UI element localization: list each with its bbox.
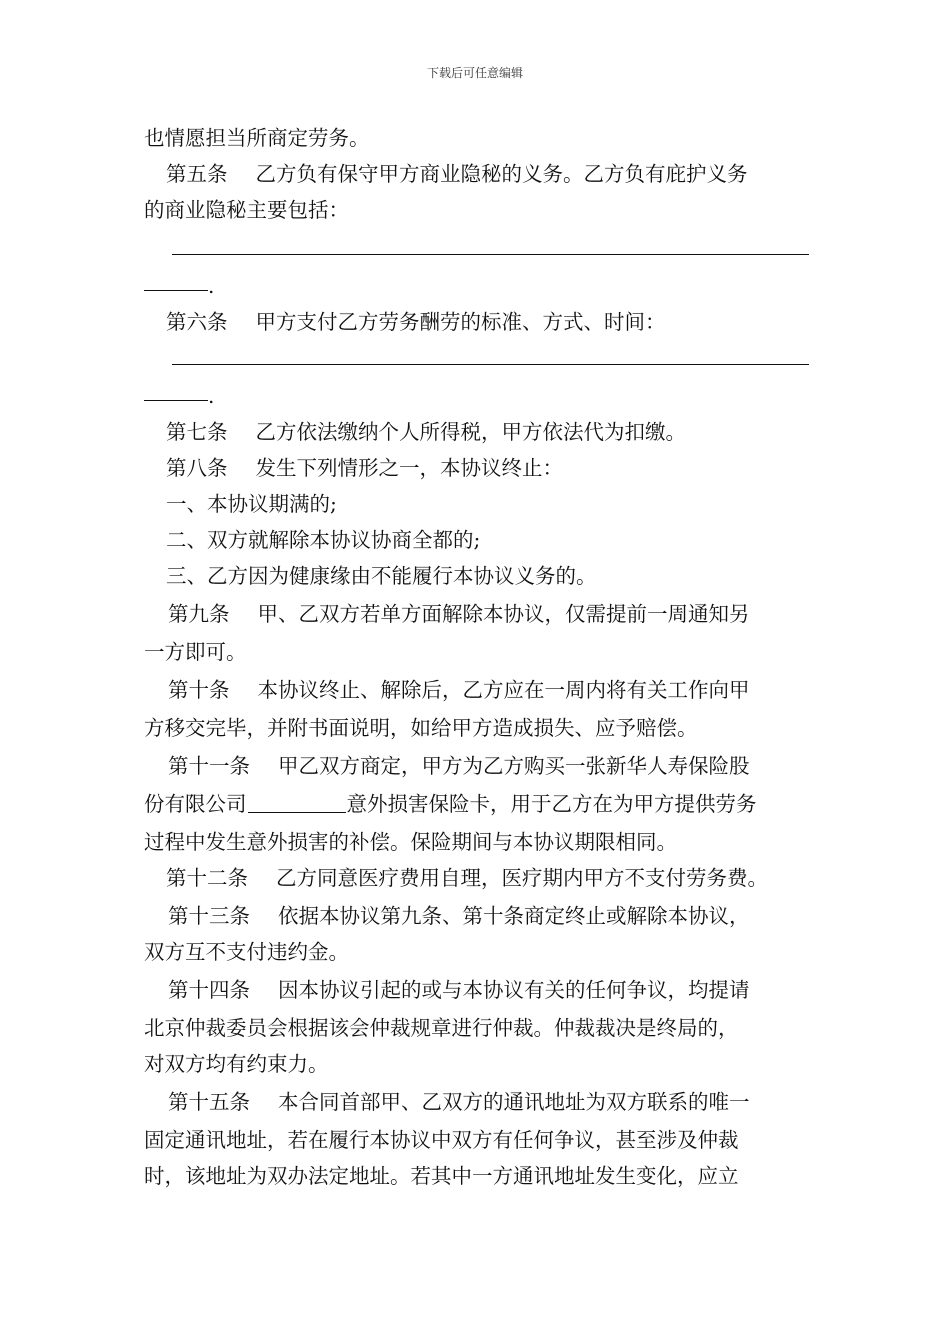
paragraph-line: 也情愿担当所商定劳务。 bbox=[144, 126, 370, 150]
paragraph-line: 过程中发生意外损害的补偿。保险期间与本协议期限相同。 bbox=[144, 830, 677, 854]
paragraph-line: 时，该地址为双办法定地址。若其中一方通讯地址发生变化，应立 bbox=[144, 1164, 739, 1188]
article-9: 第九条 甲、乙双方若单方面解除本协议，仅需提前一周通知另 bbox=[168, 602, 750, 626]
article-6: 第六条 甲方支付乙方劳务酬劳的标准、方式、时间： bbox=[166, 310, 666, 334]
paragraph-line: 一方即可。 bbox=[144, 640, 247, 664]
paragraph-line: 方移交完毕，并附书面说明，如给甲方造成损失、应予赔偿。 bbox=[144, 716, 698, 740]
fill-in-blank-line bbox=[172, 364, 809, 365]
paragraph-line: 对双方均有约束力。 bbox=[144, 1052, 329, 1076]
fill-in-blank-short bbox=[144, 400, 208, 401]
fill-in-blank-line bbox=[172, 254, 809, 255]
fill-in-blank-short bbox=[144, 290, 208, 291]
period: . bbox=[208, 274, 215, 298]
paragraph-line: 北京仲裁委员会根据该会仲裁规章进行仲裁。仲裁裁决是终局的， bbox=[144, 1016, 739, 1040]
article-11: 第十一条 甲乙双方商定，甲方为乙方购买一张新华人寿保险股 bbox=[168, 754, 750, 778]
article-10: 第十条 本协议终止、解除后，乙方应在一周内将有关工作向甲 bbox=[168, 678, 750, 702]
period: . bbox=[208, 384, 215, 408]
paragraph-line: 固定通讯地址，若在履行本协议中双方有任何争议，甚至涉及仲裁 bbox=[144, 1128, 739, 1152]
list-item: 一、本协议期满的; bbox=[166, 492, 337, 516]
article-14: 第十四条 因本协议引起的或与本协议有关的任何争议，均提请 bbox=[168, 978, 750, 1002]
list-item: 三、乙方因为健康缘由不能履行本协议义务的。 bbox=[166, 564, 597, 588]
paragraph-line: 份有限公司 意外损害保险卡，用于乙方在为甲方提供劳务 bbox=[144, 792, 757, 816]
article-7: 第七条 乙方依法缴纳个人所得税，甲方依法代为扣缴。 bbox=[166, 420, 686, 444]
fill-in-blank-inline bbox=[248, 792, 346, 813]
page-header: 下载后可任意编辑 bbox=[426, 66, 523, 80]
paragraph-line: 双方互不支付违约金。 bbox=[144, 940, 349, 964]
article-12: 第十二条 乙方同意医疗费用自理，医疗期内甲方不支付劳务费。 bbox=[166, 866, 768, 890]
paragraph-line: 的商业隐秘主要包括： bbox=[144, 198, 349, 222]
article-15: 第十五条 本合同首部甲、乙双方的通讯地址为双方联系的唯一 bbox=[168, 1090, 750, 1114]
article-8: 第八条 发生下列情形之一，本协议终止： bbox=[166, 456, 563, 480]
list-item: 二、双方就解除本协议协商全都的; bbox=[166, 528, 481, 552]
article-13: 第十三条 依据本协议第九条、第十条商定终止或解除本协议， bbox=[168, 904, 750, 928]
article-5: 第五条 乙方负有保守甲方商业隐秘的义务。乙方负有庇护义务 bbox=[166, 162, 748, 186]
